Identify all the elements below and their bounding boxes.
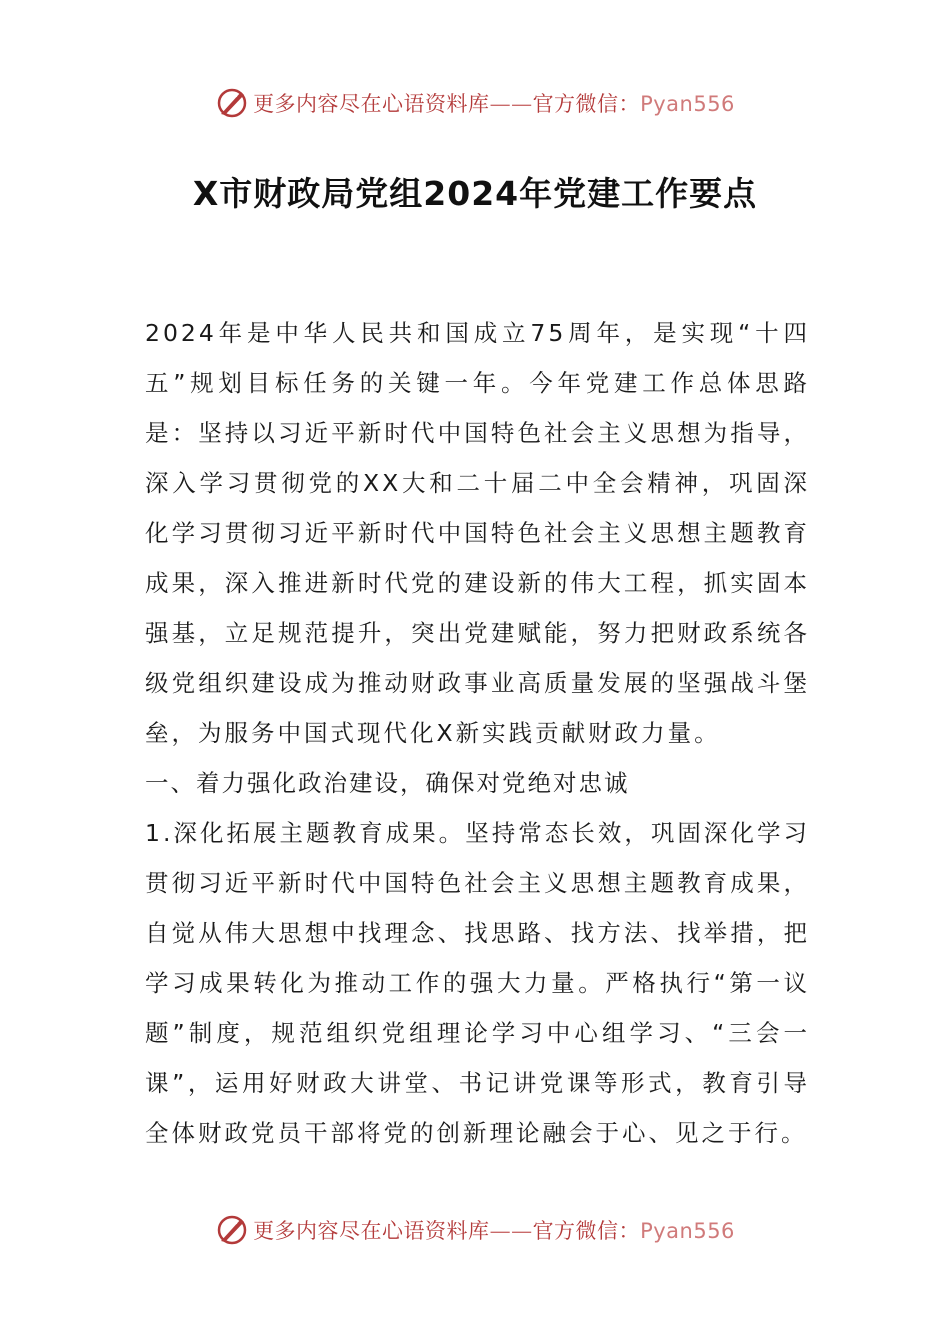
quill-pen-circle-icon [215,86,249,120]
item-paragraph: 1.深化拓展主题教育成果。坚持常态长效，巩固深化学习贯彻习近平新时代中国特色社会主义思想主题教育成果，自觉从伟大思想中找理念、找思路、找方法、找举措，把学习成果转化为推动工作的强大力量。严格执行“第一议题”制度，规范组织党组理论学习中心组学习、“三会一课”，运用好财政大讲堂、书记讲党课等形式，教育引导全体财政党员干部将党的创新理论融会于心、见之于行。 [145,819,810,1147]
document-body [145,308,810,1158]
wechat-id: Pyan556 [640,1219,735,1243]
intro-paragraph: 2024年是中华人民共和国成立75周年，是实现“十四五”规划目标任务的关键一年。今年党建工作总体思路是：坚持以习近平新时代中国特色社会主义思想为指导，深入学习贯彻党的XX大和二十届二中全会精神，巩固深化学习贯彻习近平新时代中国特色社会主义思想主题教育成果，深入推进新时代党的建设新的伟大工程，抓实固本强基，立足规范提升，突出党建赋能，努力把财政系统各级党组织建设成为推动财政事业高质量发展的坚强战斗堡垒，为服务中国式现代化X新实践贡献财政力量。 [145,319,810,747]
document-title: X市财政局党组2024年党建工作要点 [192,174,758,213]
quill-pen-circle-icon [215,1213,249,1247]
wechat-id: Pyan556 [640,92,735,116]
section-heading: 一、着力强化政治建设，确保对党绝对忠诚 [145,769,630,797]
watermark-text: 更多内容尽在心语资料库——官方微信：Pyan556 [253,92,735,116]
watermark-banner-bottom [0,1210,950,1250]
watermark-banner-top [0,83,950,123]
watermark-text: 更多内容尽在心语资料库——官方微信：Pyan556 [253,1219,735,1243]
